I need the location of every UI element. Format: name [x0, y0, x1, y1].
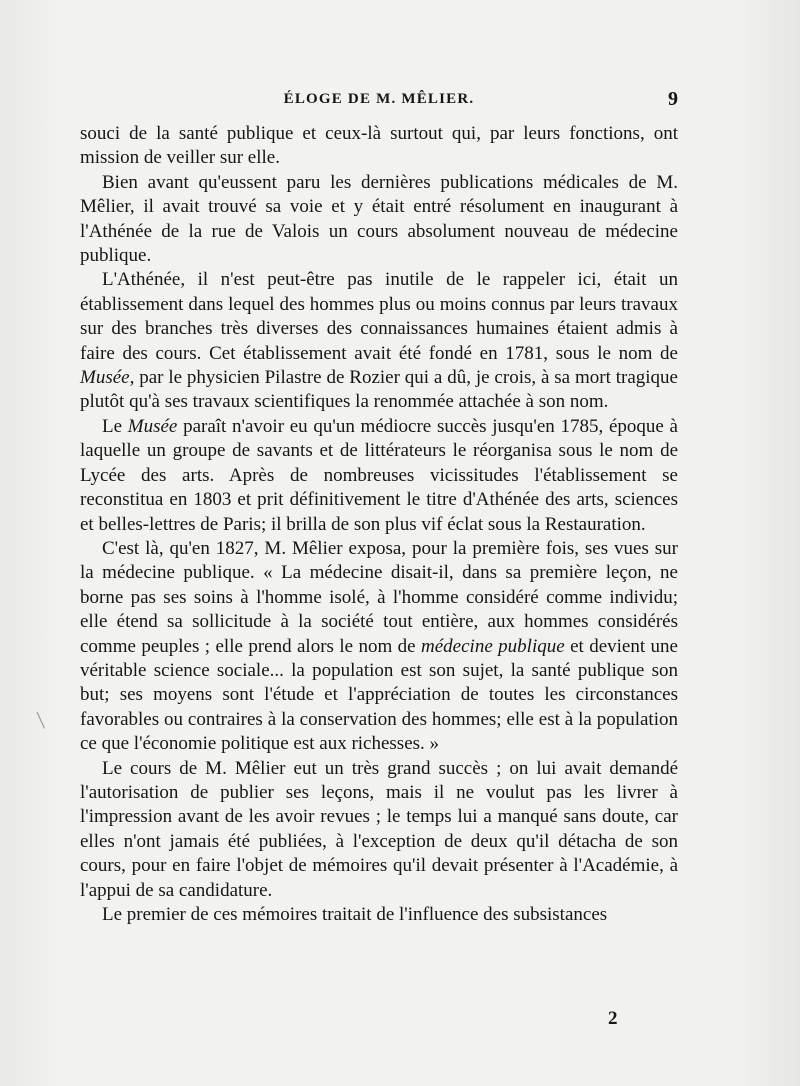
text-run: souci de la santé publique et ceux-là surtout qui, par leurs fonctions, ont mission de veiller sur elle. [80, 123, 678, 169]
text-run: C'est là, qu'en 1827, M. Mêlier exposa, pour la première fois, ses vues sur la médecine publique. « La médecine disait-il, dans sa première leçon, ne borne pas ses soins à l'homme isolé, à l'homme considéré comme individu; elle étend sa sollicitude à la société tout entière, aux hommes considérés comme peuples ; elle prend alors le nom de [80, 537, 678, 657]
page-number: 9 [668, 88, 678, 110]
italic-term: médecine publique [421, 635, 565, 657]
paragraph-4 [80, 415, 678, 537]
body-text [80, 122, 678, 927]
paragraph-6 [80, 757, 678, 903]
text-run: paraît n'avoir eu qu'un médiocre succès jusqu'en 1785, époque à laquelle un groupe de savants et de littérateurs le réorganisa sous le nom de Lycée des arts. Après de nombreuses vicissitudes l'établissement se reconstitua en 1803 et prit définitivement le titre d'Athénée des arts, sciences et belles-lettres de Paris; il brilla de son plus vif éclat sous la Restauration. [80, 415, 678, 535]
running-header [80, 88, 678, 114]
running-title: ÉLOGE DE M. MÊLIER. [283, 91, 475, 107]
signature-mark: 2 [608, 1008, 618, 1029]
text-run: Le cours de M. Mêlier eut un très grand succès ; on lui avait demandé l'autorisation de publier ses leçons, mais il ne voulut pas les livrer à l'impression avant de les avoir revues ; le temps lui a manqué sans doute, car elles n'ont jamais été publiées, à l'exception de deux qu'il détacha de son cours, pour en faire l'objet de mémoires qu'il devait présenter à l'Académie, à l'appui de sa candidature. [80, 757, 678, 901]
italic-term: Musée [80, 367, 130, 389]
text-run: Le premier de ces mémoires traitait de l'influence des subsistances [102, 904, 608, 925]
margin-mark [37, 709, 51, 728]
paragraph-1 [80, 122, 678, 171]
text-run: , par le physicien Pilastre de Rozier qui a dû, je crois, à sa mort tragique plutôt qu'à ses travaux scientifiques la renommée attachée à son nom. [80, 367, 678, 413]
paragraph-2 [80, 171, 678, 269]
text-run: L'Athénée, il n'est peut-être pas inutile de le rappeler ici, était un établissement dans lequel des hommes plus ou moins connus par leurs travaux sur des branches très diverses des connaissances humaines étaient admis à faire des cours. Cet établissement avait été fondé en 1781, sous le nom de [80, 269, 678, 364]
text-run: Le [102, 415, 128, 437]
text-run: Bien avant qu'eussent paru les dernières publications médicales de M. Mêlier, il avait trouvé sa voie et y était entré résolument en inaugurant à l'Athénée de la rue de Valois un cours absolument nouveau de médecine publique. [80, 171, 678, 267]
paragraph-7 [80, 903, 678, 927]
paragraph-5 [80, 537, 678, 757]
paragraph-3 [80, 268, 678, 414]
text-run: et devient une véritable science sociale... la population est son sujet, la santé publique son but; ses moyens sont l'étude et l'appréciation de toutes les circonstances favorables ou contraires à la conservation des hommes; elle est à la population ce que l'économie politique est aux richesses. » [80, 635, 678, 755]
italic-term: Musée [127, 415, 178, 437]
